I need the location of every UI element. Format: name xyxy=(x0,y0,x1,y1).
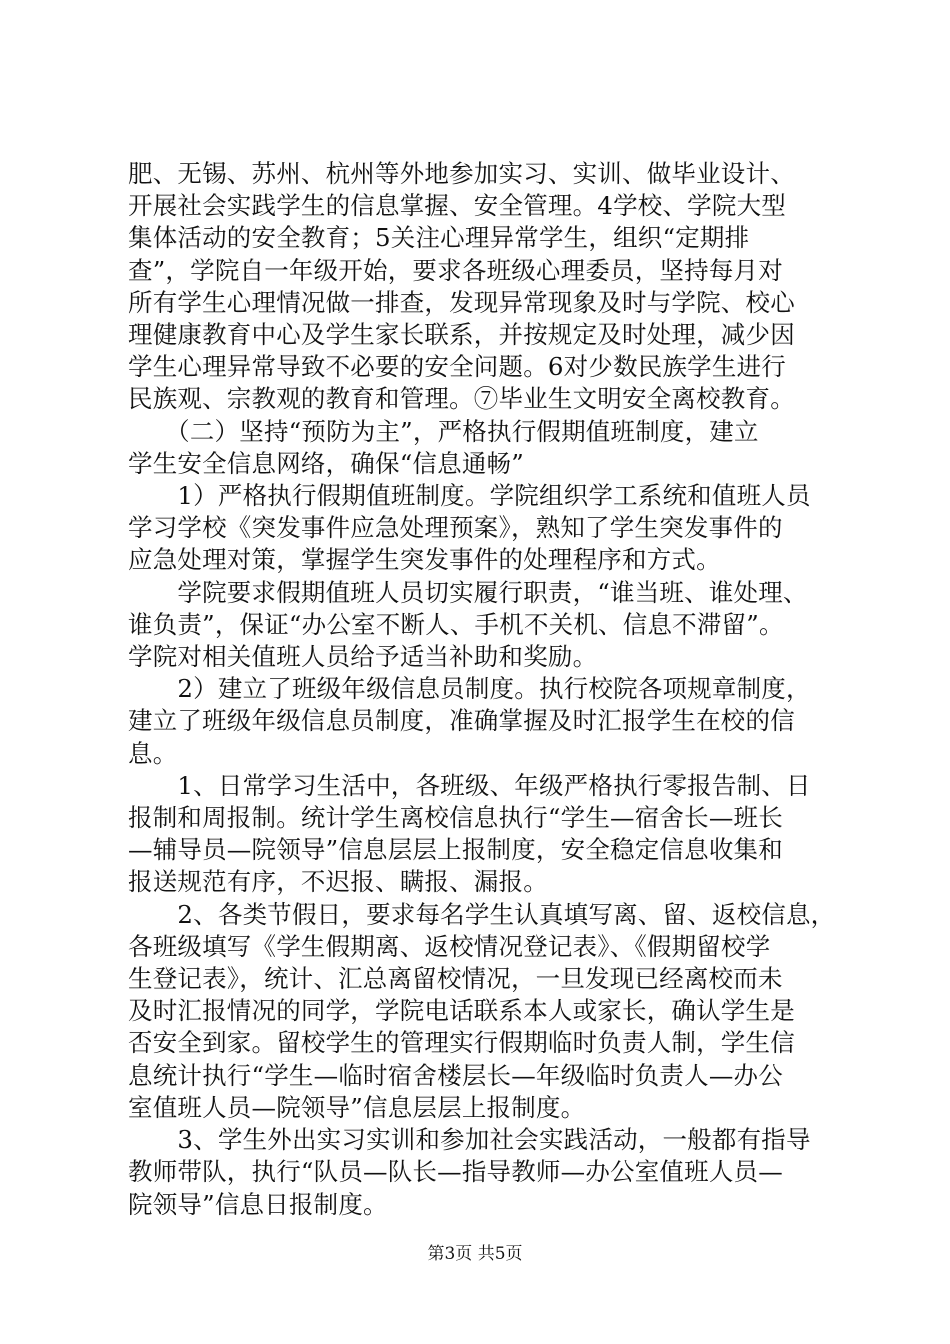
text-line: 理健康教育中心及学生家长联系，并按规定及时处理，减少因 xyxy=(128,320,795,350)
text-line: 2、各类节假日，要求每名学生认真填写离、留、返校信息， xyxy=(128,899,836,929)
text-line: 查”，学院自一年级开始，要求各班级心理委员，坚持每月对 xyxy=(128,255,783,285)
text-line: 各班级填写《学生假期离、返校情况登记表》、《假期留校学 xyxy=(128,931,771,961)
text-line: 报制和周报制。统计学生离校信息执行“学生—宿舍长—班长 xyxy=(128,803,783,833)
text-line: 报送规范有序，不迟报、瞒报、漏报。 xyxy=(128,867,548,897)
text-line: 学院对相关值班人员给予适当补助和奖励。 xyxy=(128,642,598,672)
text-line: 谁负责”，保证“办公室不断人、手机不关机、信息不滞留”。 xyxy=(128,609,784,639)
text-line: 1、日常学习生活中，各班级、年级严格执行零报告制、日 xyxy=(128,770,811,800)
text-line: 集体活动的安全教育；5关注心理异常学生，组织“定期排 xyxy=(128,223,750,253)
text-line: 应急处理对策，掌握学生突发事件的处理程序和方式。 xyxy=(128,545,721,575)
section-heading: （二）坚持“预防为主”，严格执行假期值班制度，建立 xyxy=(128,416,759,446)
body-text xyxy=(128,158,836,1221)
text-line: 息统计执行“学生—临时宿舍楼层长—年级临时负责人—办公 xyxy=(128,1060,783,1090)
text-line: 否安全到家。留校学生的管理实行假期临时负责人制，学生信 xyxy=(128,1028,795,1058)
text-line: 息。 xyxy=(128,738,178,768)
text-line: 民族观、宗教观的教育和管理。⑦毕业生文明安全离校教育。 xyxy=(128,384,795,414)
text-line: 学习学校《突发事件应急处理预案》，熟知了学生突发事件的 xyxy=(128,513,783,543)
page-number-footer: 第3页 共5页 xyxy=(427,1244,523,1264)
text-line: 所有学生心理情况做一排查，发现异常现象及时与学院、校心 xyxy=(128,287,795,317)
text-line: 建立了班级年级信息员制度，准确掌握及时汇报学生在校的信 xyxy=(128,706,795,736)
text-line: 院领导”信息日报制度。 xyxy=(128,1189,388,1219)
section-heading: 学生安全信息网络，确保“信息通畅” xyxy=(128,448,524,478)
text-line: 肥、无锡、苏州、杭州等外地参加实习、实训、做毕业设计、 xyxy=(128,159,795,188)
text-line: 及时汇报情况的同学，学院电话联系本人或家长，确认学生是 xyxy=(128,996,795,1026)
text-line: 学院要求假期值班人员切实履行职责，“谁当班、谁处理、 xyxy=(128,577,808,607)
text-line: 2）建立了班级年级信息员制度。执行校院各项规章制度， xyxy=(128,674,811,704)
text-line: 教师带队，执行“队员—队长—指导教师—办公室值班人员— xyxy=(128,1157,783,1187)
text-line: —辅导员—院领导”信息层层上报制度，安全稳定信息收集和 xyxy=(128,835,783,865)
text-line: 学生心理异常导致不必要的安全问题。6对少数民族学生进行 xyxy=(128,352,786,382)
text-line: 开展社会实践学生的信息掌握、安全管理。4学校、学院大型 xyxy=(128,191,786,221)
text-line: 1）严格执行假期值班制度。学院组织学工系统和值班人员 xyxy=(128,481,811,511)
text-line: 3、学生外出实习实训和参加社会实践活动，一般都有指导 xyxy=(128,1125,811,1155)
text-line: 室值班人员—院领导”信息层层上报制度。 xyxy=(128,1092,586,1122)
text-line: 生登记表》，统计、汇总离留校情况，一旦发现已经离校而未 xyxy=(128,964,783,994)
